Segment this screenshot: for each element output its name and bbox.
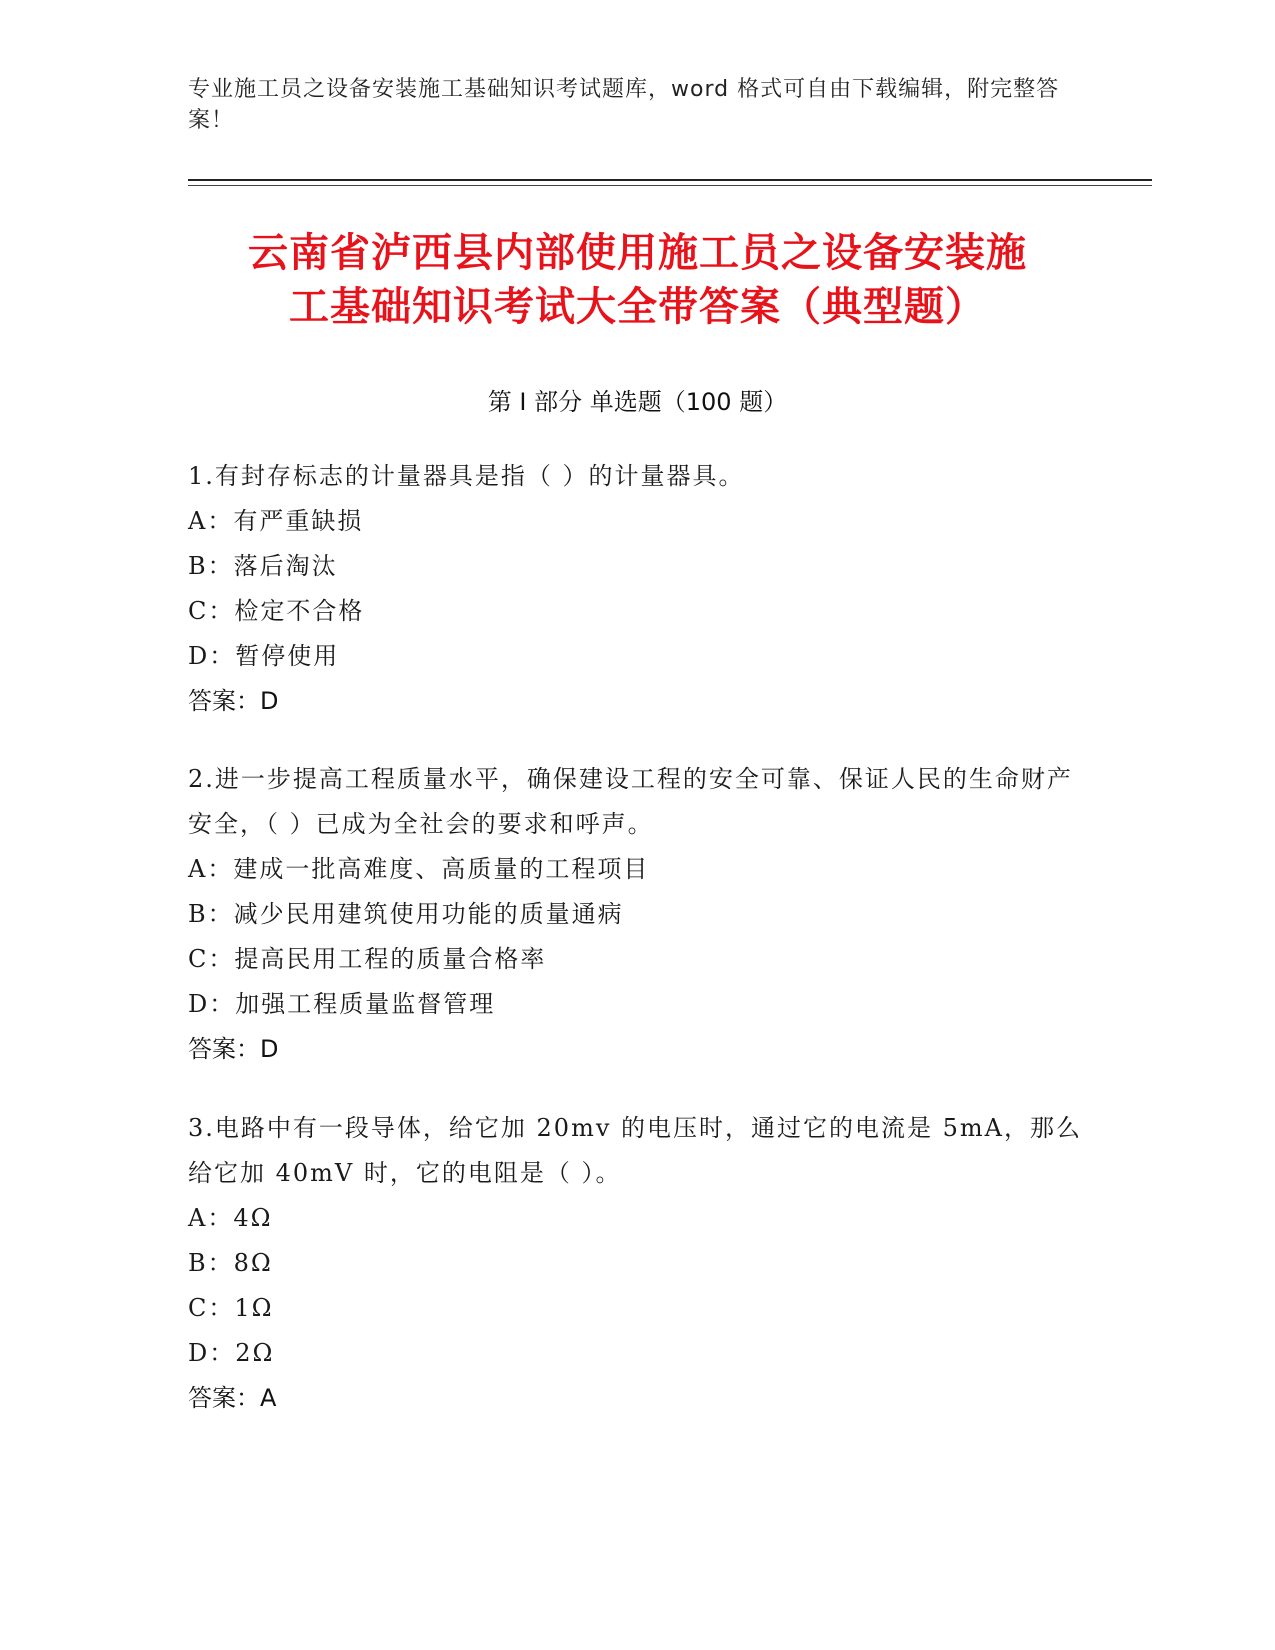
question-1 — [188, 454, 1088, 724]
option-c: C：提高民用工程的质量合格率 — [188, 945, 547, 973]
option-b: B：减少民用建筑使用功能的质量通病 — [188, 900, 624, 928]
option-c: C：1Ω — [188, 1294, 274, 1322]
option-d: D：2Ω — [188, 1339, 275, 1367]
header-divider-thick — [188, 179, 1152, 181]
option-a: A：4Ω — [188, 1204, 273, 1232]
answer: 答案：D — [188, 687, 279, 715]
option-b: B：8Ω — [188, 1249, 273, 1277]
option-a: A：建成一批高难度、高质量的工程项目 — [188, 855, 650, 883]
answer: 答案：D — [188, 1035, 279, 1063]
question-2 — [188, 757, 1088, 1072]
header-note: 专业施工员之设备安装施工基础知识考试题库，word 格式可自由下载编辑，附完整答案！ — [188, 77, 1060, 133]
option-d: D：加强工程质量监督管理 — [188, 990, 496, 1018]
section-title: 第 I 部分 单选题（100 题） — [487, 388, 788, 416]
option-b: B：落后淘汰 — [188, 552, 338, 580]
document-title-line-2: 工基础知识考试大全带答案（典型题） — [289, 284, 986, 330]
option-d: D：暂停使用 — [188, 642, 340, 670]
question-3 — [188, 1106, 1088, 1421]
question-stem: 3.电路中有一段导体，给它加 20mv 的电压时，通过它的电流是 5mA，那么给它加 40mV 时，它的电阻是（ ）。 — [188, 1114, 1082, 1187]
header-divider-thin — [188, 185, 1152, 186]
question-stem: 1.有封存标志的计量器具是指（ ）的计量器具。 — [188, 462, 745, 490]
question-stem: 2.进一步提高工程质量水平，确保建设工程的安全可靠、保证人民的生命财产安全，（ ）已成为全社会的要求和呼声。 — [188, 765, 1073, 838]
option-a: A：有严重缺损 — [188, 507, 364, 535]
document-title-line-1: 云南省泸西县内部使用施工员之设备安装施 — [248, 230, 1027, 276]
document-title — [150, 226, 1125, 334]
option-c: C：检定不合格 — [188, 597, 365, 625]
answer: 答案：A — [188, 1384, 277, 1412]
